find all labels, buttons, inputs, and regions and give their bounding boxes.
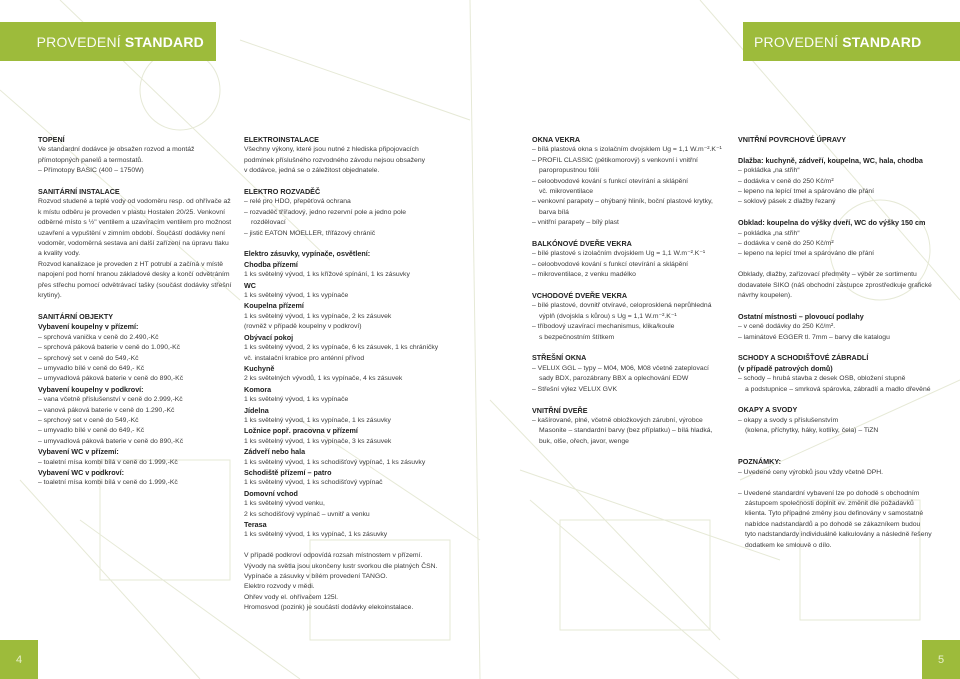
text-line: (kolena, příchytky, háky, kotlíky, čela) – TiZN <box>745 427 879 435</box>
text-line: Masonite – standardní barvy (bez příplatku) – bílá hladká, <box>539 427 713 435</box>
text-line: – celoobvodové kování s funkcí otevírání a sklápění <box>532 260 689 268</box>
text-line: – jistič EATON MOELLER, třífázový chránič <box>244 229 376 237</box>
text-line: sady BDX, parozábrany BBX a oplechování EDW <box>539 375 689 383</box>
subheading: Vybavení WC v přízemí: <box>38 447 119 457</box>
section-heading: BALKÓNOVÉ DVEŘE VEKRA <box>532 239 632 249</box>
text-line: – pokládka „na střih“ <box>738 229 800 237</box>
text-line: a podstupnice – smrková spárovka, zábradlí a madlo dřevěné <box>745 385 931 393</box>
text-line: – vnitřní parapety – bílý plast <box>532 219 619 227</box>
text-line: v dodávce, jedná se o záležitost objednatele. <box>244 167 380 175</box>
text-line: návrhy koupelen). <box>738 292 793 300</box>
text-line: – sprchový set v ceně do 549,-Kč <box>38 354 139 362</box>
text-line: k místu odběru je proveden v plastu Hostalen 20/25. Venkovní <box>38 208 226 216</box>
text-line: 2 ks světelných vývodů, 1 ks vypínače, 4 ks zásuvek <box>244 375 403 383</box>
text-line: – pokládka „na střih“ <box>738 167 800 175</box>
spacer <box>532 343 722 353</box>
spacer <box>38 301 231 311</box>
text-line: Ve standardní dodávce je obsažen rozvod a montáž <box>38 146 195 154</box>
text-line: odběrné místo s ½" ventilem a uzavíracím ventilem pro možnost <box>38 219 232 227</box>
text-line: Vývody na světla jsou ukončeny lustr svorkou dle platných ČSN. <box>244 562 438 570</box>
text-line: – mikroventilace, z venku madélko <box>532 271 636 279</box>
spacer <box>244 239 438 249</box>
section-heading: SANITÁRNÍ INSTALACE <box>38 187 120 197</box>
text-line: dodavatele SIKO (náš obchodní zástupce zprostředkuje grafické <box>738 281 932 289</box>
text-line: – umyvadlo bílé v ceně do 649,- Kč <box>38 427 145 435</box>
subheading: Ostatní místnosti – plovoucí podlahy <box>738 311 864 321</box>
text-line: Rozvod kanalizace je proveden z HT potrubí a začíná v místě <box>38 260 223 268</box>
subheading: Jídelna <box>244 405 269 415</box>
text-line: a kvality vody. <box>38 250 81 258</box>
section-heading: VNITŘNÍ POVRCHOVÉ ÚPRAVY <box>738 135 847 144</box>
subheading: Komora <box>244 384 272 394</box>
text-line: barva bílá <box>539 208 569 216</box>
subheading: Ložnice popř. pracovna v přízemí <box>244 426 358 436</box>
text-line: 1 ks světelný vývod, 1 ks vypínače <box>244 396 349 404</box>
text-line: – lepeno na lepící tmel a spárováno dle přání <box>738 188 875 196</box>
section-heading: OKAPY A SVODY <box>738 405 798 415</box>
spacer <box>244 177 438 187</box>
text-line: – kašírované, plné, včetně obložkových zárubní, výrobce <box>532 416 703 424</box>
text-line: – laminátové EGGER tl. 7mm – barvy dle katalogu <box>738 333 890 341</box>
text-line: Obklady, dlažby, zařizovací předměty – výběr ze sortimentu <box>738 271 917 279</box>
subheading: Elektro zásuvky, vypínače, osvětlení: <box>244 249 371 259</box>
text-line: přímotopných panelů a termostatů. <box>38 156 144 164</box>
subheading: Domovní vchod <box>244 488 298 498</box>
page-number-right: 5 <box>922 640 960 679</box>
text-line: 2 ks schodišťový vypínač – uvnitř a venku <box>244 510 370 518</box>
subheading: Vybavení WC v podkroví: <box>38 467 125 477</box>
text-line: – venkovní parapety – ohýbaný hliník, boční plastové krytky, <box>532 198 713 206</box>
text-line: s bezpečnostním štítkem <box>539 333 615 341</box>
text-line: přes střechu pomocí odvětrávací tašky (součást dodávky střešní <box>38 281 232 289</box>
section-heading: STŘEŠNÍ OKNA <box>532 353 587 363</box>
text-line: Elektro rozvody v mědi. <box>244 583 315 591</box>
text-line: podmínek příslušného rozvodného závodu nejsou obsaženy <box>244 156 425 164</box>
text-line: – schody – hrubá stavba z desek OSB, obložení stupně <box>738 375 906 383</box>
subheading: Dlažba: kuchyně, zádveří, koupelna, WC, hala, chodba <box>738 155 923 165</box>
spacer <box>738 437 932 447</box>
section-heading: SANITÁRNÍ OBJEKTY <box>38 311 114 321</box>
spacer <box>244 541 438 551</box>
subheading: Obývací pokoj <box>244 332 294 342</box>
text-line: – umyvadlová páková baterie v ceně do 890,-Kč <box>38 375 184 383</box>
section-heading: ELEKTRO ROZVADĚČ <box>244 187 321 197</box>
text-line: – lepeno na lepící tmel a spárováno dle přání <box>738 250 875 258</box>
text-line: – rozvaděč třířadový, jedno rezervní pole a jedno pole <box>244 208 407 216</box>
subheading: Zádveří nebo hala <box>244 447 306 457</box>
header-banner-right <box>743 22 960 61</box>
page-number-left: 4 <box>0 640 38 679</box>
text-line: Hromosvod (pozink) je součástí dodávky elekoinstalace. <box>244 604 414 612</box>
text-line: – VELUX GGL – typy – M04, M06, M08 včetně zateplovací <box>532 364 709 372</box>
text-line: 1 ks světelný vývod venku, <box>244 500 325 508</box>
subheading: Kuchyně <box>244 363 275 373</box>
text-line: – Přímotopy BASIC (400 – 1750W) <box>38 167 144 175</box>
spacer <box>738 395 932 405</box>
subheading: Schodiště přízemí – patro <box>244 467 332 477</box>
text-line: V případě podkroví odpovídá rozsah místnostem v přízemí. <box>244 552 423 560</box>
text-line: – vanová páková baterie v ceně do 1.290,-Kč <box>38 406 175 414</box>
text-line: 1 ks světelný vývod, 2 ks vypínače, 6 ks zásuvek, 1 ks chráničky <box>244 344 439 352</box>
text-line: – bílé plastové s izolačním dvojsklem Ug = 1,1 W.m⁻².K⁻¹ <box>532 250 706 258</box>
subheading: Vybavení koupelny v podkroví: <box>38 384 144 394</box>
text-line: – toaletní mísa kombi bílá v ceně do 1.999,-Kč <box>38 458 178 466</box>
section-heading: TOPENÍ <box>38 135 65 144</box>
subheading: Terasa <box>244 520 267 529</box>
text-line: – okapy a svody s příslušenstvím <box>738 416 839 424</box>
section-heading: OKNA VEKRA <box>532 135 581 144</box>
column-windows-doors <box>532 135 722 447</box>
text-line: 1 ks světelný vývod, 1 ks křížové spínání, 1 ks zásuvky <box>244 271 410 279</box>
text-line: výplň (dvojskla s kůrou) s Ug = 1,1 W.m⁻².K⁻¹ <box>539 312 677 320</box>
text-line: rozdělovací <box>251 219 286 227</box>
subheading: WC <box>244 280 256 290</box>
text-line: nabídce nadstandardů a po dohodě se zákazníkem budou <box>745 520 921 528</box>
text-line: – sprchový set v ceně do 549,-Kč <box>38 416 139 424</box>
section-heading: ELEKTROINSTALACE <box>244 135 319 144</box>
text-line: – tříbodový uzavírací mechanismus, klika/koule <box>532 323 675 331</box>
text-line: vč. mikroventilace <box>539 188 594 196</box>
text-line: 1 ks světelný vývod, 1 ks vypínače <box>244 292 349 300</box>
text-line: 1 ks světelný vývod, 1 ks vypínač, 1 ks zásuvky <box>244 531 388 539</box>
text-line: – sprchová vanička v ceně do 2.490,-Kč <box>38 333 159 341</box>
text-line: krytiny). <box>38 292 62 300</box>
spacer <box>532 229 722 239</box>
spacer <box>38 177 231 187</box>
subheading: Koupelna přízemí <box>244 301 304 311</box>
text-line: – PROFIL CLASSIC (pětikomorový) s venkovní i vnitřní <box>532 156 698 164</box>
text-line: – v ceně dodávky do 250 Kč/m². <box>738 323 836 331</box>
text-line: – soklový pásek z dlažby řezaný <box>738 198 836 206</box>
section-heading: VCHODOVÉ DVEŘE VEKRA <box>532 291 628 301</box>
subheading: Vybavení koupelny v přízemí: <box>38 322 139 332</box>
text-line: 1 ks světelný vývod, 1 ks vypínače, 2 ks zásuvek <box>244 312 392 320</box>
text-line: – dodávka v ceně do 250 Kč/m² <box>738 177 834 185</box>
text-line: 1 ks světelný vývod, 1 ks vypínače, 1 ks zásuvky <box>244 416 391 424</box>
text-line: – celoobvodové kování s funkcí otevírání a sklápění <box>532 177 689 185</box>
section-heading: (v případě patrových domů) <box>738 363 833 373</box>
text-line: 1 ks světelný vývod, 1 ks schodišťový vypínač <box>244 479 383 487</box>
text-line: dodatkem ke smlouvě o dílo. <box>745 541 832 549</box>
column-surfaces-notes <box>738 135 932 551</box>
text-line: (rovněž v případě koupelny v podkroví) <box>244 323 362 331</box>
column-electrical <box>244 135 438 614</box>
text-line: napojení pod horní hranou základové desky a končí odvětráním <box>38 271 230 279</box>
text-line: Všechny výkony, které jsou nutné z hlediska připojovacích <box>244 146 419 154</box>
text-line: klienta. Tyto případné změny jsou definovány v samostatné <box>745 510 924 518</box>
text-line: – umyvadlová páková baterie v ceně do 890,-Kč <box>38 437 184 445</box>
text-line: – bílá plastová okna s izolačním dvojsklem Ug = 1,1 W.m⁻².K⁻¹ <box>532 146 722 154</box>
text-line: – Uvedené standardní vybavení lze po dohodě s obchodním <box>738 489 920 497</box>
text-line: vč. instalační krabice pro anténní přívod <box>244 354 365 362</box>
spacer <box>738 478 932 488</box>
column-heating-sanitary <box>38 135 231 489</box>
text-line: – dodávka v ceně do 250 Kč/m² <box>738 240 834 248</box>
text-line: – relé pro HDO, přepěťová ochrana <box>244 198 351 206</box>
subheading: Chodba přízemí <box>244 259 298 269</box>
spacer <box>738 343 932 353</box>
banner-title-light: PROVEDENÍ <box>36 33 121 50</box>
spacer <box>532 395 722 405</box>
spacer <box>738 260 932 270</box>
text-line: vodoměr, vodoměrná sestava ani další zařízení na úpravu tlaku <box>38 240 229 248</box>
text-line: – umyvadlo bílé v ceně do 649,- Kč <box>38 364 145 372</box>
spacer <box>738 301 932 311</box>
text-line: Vypínače a zásuvky v bílém provedení TANGO. <box>244 573 388 581</box>
text-line: – bílé plastové, dovnitř otvíravé, celoprosklená neprůhledná <box>532 302 712 310</box>
spacer <box>738 145 932 155</box>
text-line: – vana včetně příslušenství v ceně do 2.999,-Kč <box>38 396 183 404</box>
text-line: tyto nadstandardy individuálně kalkulovány a následně řešeny <box>745 531 932 539</box>
spacer <box>532 281 722 291</box>
banner-title-light: PROVEDENÍ <box>754 33 839 50</box>
spacer <box>738 447 932 457</box>
text-line: paropropustnou fólií <box>539 167 600 175</box>
text-line: – toaletní mísa kombi bílá v ceně do 1.999,-Kč <box>38 479 178 487</box>
banner-title-bold: STANDARD <box>124 33 204 50</box>
text-line: – Střešní výlez VELUX GVK <box>532 385 617 393</box>
text-line: 1 ks světelný vývod, 1 ks schodišťový vypínač, 1 ks zásuvky <box>244 458 426 466</box>
text-line: Ohřev vody el. ohřívačem 125l. <box>244 593 339 601</box>
subheading: Obklad: koupelna do výšky dveří, WC do výšky 150 cm <box>738 218 926 228</box>
spacer <box>738 208 932 218</box>
section-heading: SCHODY A SCHODIŠŤOVÉ ZÁBRADLÍ <box>738 353 869 363</box>
text-line: uzavření a vypuštění v zimním období. Součástí dodávky není <box>38 229 226 237</box>
text-line: – sprchová páková baterie v ceně do 1.090,-Kč <box>38 344 181 352</box>
section-heading: VNITŘNÍ DVEŘE <box>532 405 588 415</box>
text-line: – Uvedené ceny výrobků jsou vždy včetně DPH. <box>738 468 884 476</box>
text-line: Rozvod studené a teplé vody od vodoměru resp. od ohřívače až <box>38 198 231 206</box>
header-banner-left <box>0 22 216 61</box>
text-line: zástupcem společnosti doplnit ev. změnit dle požadavků <box>745 500 914 508</box>
text-line: 1 ks světelný vývod, 1 ks vypínače, 3 ks zásuvek <box>244 437 392 445</box>
banner-title-bold: STANDARD <box>842 33 922 50</box>
section-heading: POZNÁMKY: <box>738 457 781 467</box>
text-line: buk, olše, ořech, javor, wenge <box>539 437 629 445</box>
